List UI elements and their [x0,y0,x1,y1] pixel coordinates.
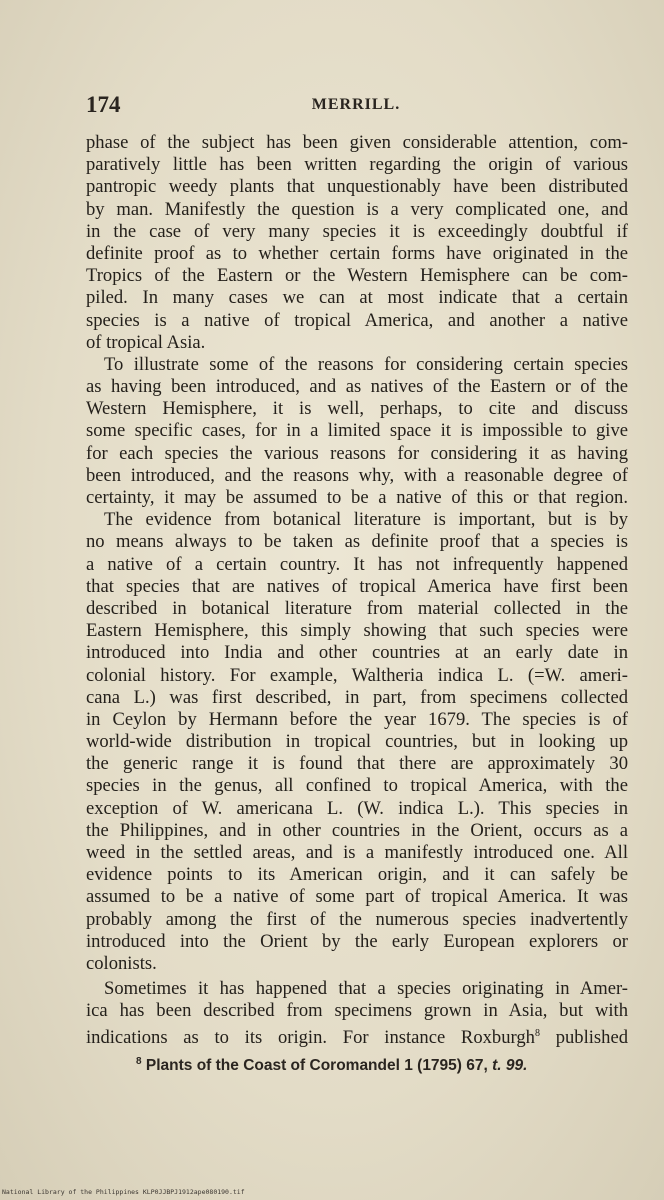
text-line: weed in the settled areas, and is a manifestly introduced one. All [86,842,628,863]
text-line: probably among the first of the numerous species inadvertently [86,908,628,930]
text-line: definite proof as to whether certain forms have originated in the [86,242,628,264]
text-line: assumed to be a native of some part of tropical America. It was [86,886,628,908]
text-line-with-footnote [86,1023,628,1048]
text-line: exception of W. americana L. (W. indica L.). This species in [86,797,628,819]
text-line: Tropics of the Eastern or the Western Hemisphere can be com- [86,265,628,287]
text-line: colonial history. For example, Waltheria indica L. (=W. ameri- [86,664,628,686]
text-line: as having been introduced, and as natives of the Eastern or of the [86,376,628,398]
text-line: Western Hemisphere, it is well, perhaps, to cite and discuss [86,398,628,420]
text-segment: indications as to its origin. For instance Roxburgh [86,1026,535,1048]
footnote-reference: 8 [534,1027,540,1039]
text-line: introduced into the Orient by the early European explorers or [86,930,628,952]
text-line: for each species the various reasons for considering it as having [86,442,628,464]
text-line: the generic range it is found that there are approximately 30 [86,753,628,775]
body-text [86,132,628,1048]
text-line: piled. In many cases we can at most indicate that a certain [86,287,628,309]
text-line: some specific cases, for in a limited space it is impossible to give [86,420,628,442]
text-line: a native of a certain country. It has not infrequently happened [86,553,628,575]
text-line: been introduced, and the reasons why, with a reasonable degree of [86,464,628,486]
text-line: The evidence from botanical literature is important, but is by [104,509,628,531]
footnote-plate: t. 99. [492,1057,528,1075]
text-line: described in botanical literature from material collected in the [86,597,628,619]
text-segment: published [555,1026,628,1048]
text-line: To illustrate some of the reasons for considering certain species [104,353,628,375]
text-line: cana L.) was first described, in part, from specimens collected [86,686,628,708]
running-head: MERRILL. [311,96,401,113]
paragraph-1 [86,132,628,354]
text-line: in Ceylon by Hermann before the year 1679. The species is of [86,708,628,730]
footnote-mark: 8 [136,1056,142,1067]
text-line: species in the genus, all confined to tropical America, with the [86,775,628,797]
text-line: certainty, it may be assumed to be a native of this or that region. [86,487,628,508]
text-line: the Philippines, and in other countries in the Orient, occurs as a [86,819,628,841]
scan-info-footer: National Library of the Philippines KLP0JJBPJ1912ape080190.tif [2,1188,245,1196]
text-line: species is a native of tropical America, and another a native [86,309,628,331]
text-line: evidence points to its American origin, and it can safely be [86,864,628,886]
text-line: paratively little has been written regarding the origin of various [86,154,628,176]
footnote [136,1056,527,1075]
paragraph-3 [86,509,628,975]
text-line: colonists. [86,952,157,974]
text-line: introduced into India and other countries at an early date in [86,642,628,664]
text-line: of tropical Asia. [86,331,206,353]
text-line: Eastern Hemisphere, this simply showing that such species were [86,620,628,642]
text-line: ica has been described from specimens grown in Asia, but with [86,1000,628,1022]
paragraph-2 [86,354,628,509]
text-line: in the case of very many species it is exceedingly doubtful if [86,220,628,242]
text-line: Sometimes it has happened that a species originating in Amer- [104,978,628,1000]
text-line: pantropic weedy plants that unquestionably have been distributed [86,176,628,198]
text-line: phase of the subject has been given considerable attention, com- [86,132,628,153]
text-line: by man. Manifestly the question is a very complicated one, and [86,198,628,220]
text-line: that species that are natives of tropical America have first been [86,575,628,597]
text-line: no means always to be taken as definite proof that a species is [86,531,628,553]
page-header [86,92,626,122]
text-line: world-wide distribution in tropical countries, but in looking up [86,731,628,753]
paragraph-4 [86,978,628,1048]
page-number: 174 [86,92,121,117]
footnote-text: Plants of the Coast of Coromandel 1 (1795) 67, [145,1057,493,1075]
